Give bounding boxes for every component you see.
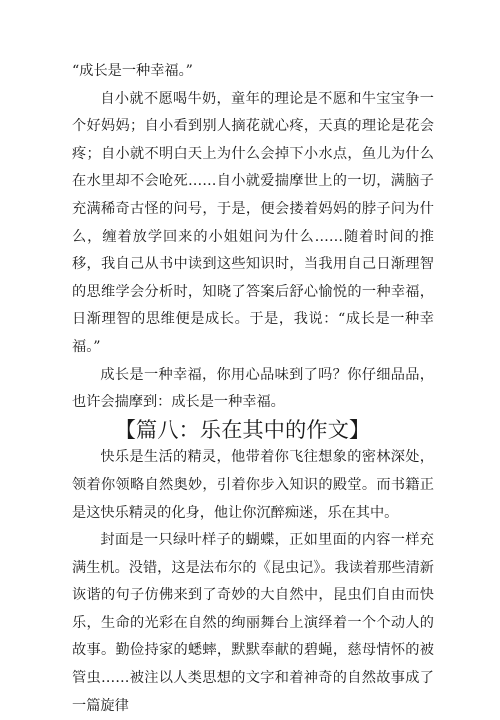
body-paragraph: 成长是一种幸福，你用心品味到了吗？你仔细品品，也许会揣摩到：成长是一种幸福。 [72, 366, 434, 411]
section-heading: 【篇八：乐在其中的作文】 [114, 417, 371, 443]
body-paragraph: 封面是一只绿叶样子的蝴蝶，正如里面的内容一样充满生机。没错，这是法布尔的《昆虫记》。我读着那些清新诙谐的句子仿佛来到了奇妙的大自然中，昆虫们自由而快乐，生命的光彩在自然的绚丽舞台上演绎着一个个动人的故事。勤俭持家的蟋蟀，默默奉献的碧蝇，慈母情怀的被管虫……被注以人类思想的文字和着神奇的自然故事成了一篇旋律 [72, 532, 434, 714]
document-page [72, 58, 434, 720]
opening-quote: “成长是一种幸福。” [72, 63, 193, 79]
body-paragraph: 自小就不愿喝牛奶，童年的理论是不愿和牛宝宝争一个好妈妈；自小看到别人摘花就心疼，天真的理论是花会疼；自小就不明白天上为什么会掉下小水点，鱼儿为什么在水里却不会呛死……自小就爱揣摩世上的一切，满脑子充满稀奇古怪的问号，于是，便会搂着妈妈的脖子问为什么，缠着放学回来的小姐姐问为什么……随着时间的推移，我自己从书中读到这些知识时，当我用自己日渐理智的思维学会分析时，知晓了答案后舒心愉悦的一种幸福，日渐理智的思维便是成长。于是，我说：“成长是一种幸福。” [72, 90, 434, 355]
body-paragraph: 快乐是生活的精灵，他带着你飞往想象的密林深处，领着你领略自然奥妙，引着你步入知识的殿堂。而书籍正是这快乐精灵的化身，他让你沉醉痴迷，乐在其中。 [72, 449, 434, 521]
